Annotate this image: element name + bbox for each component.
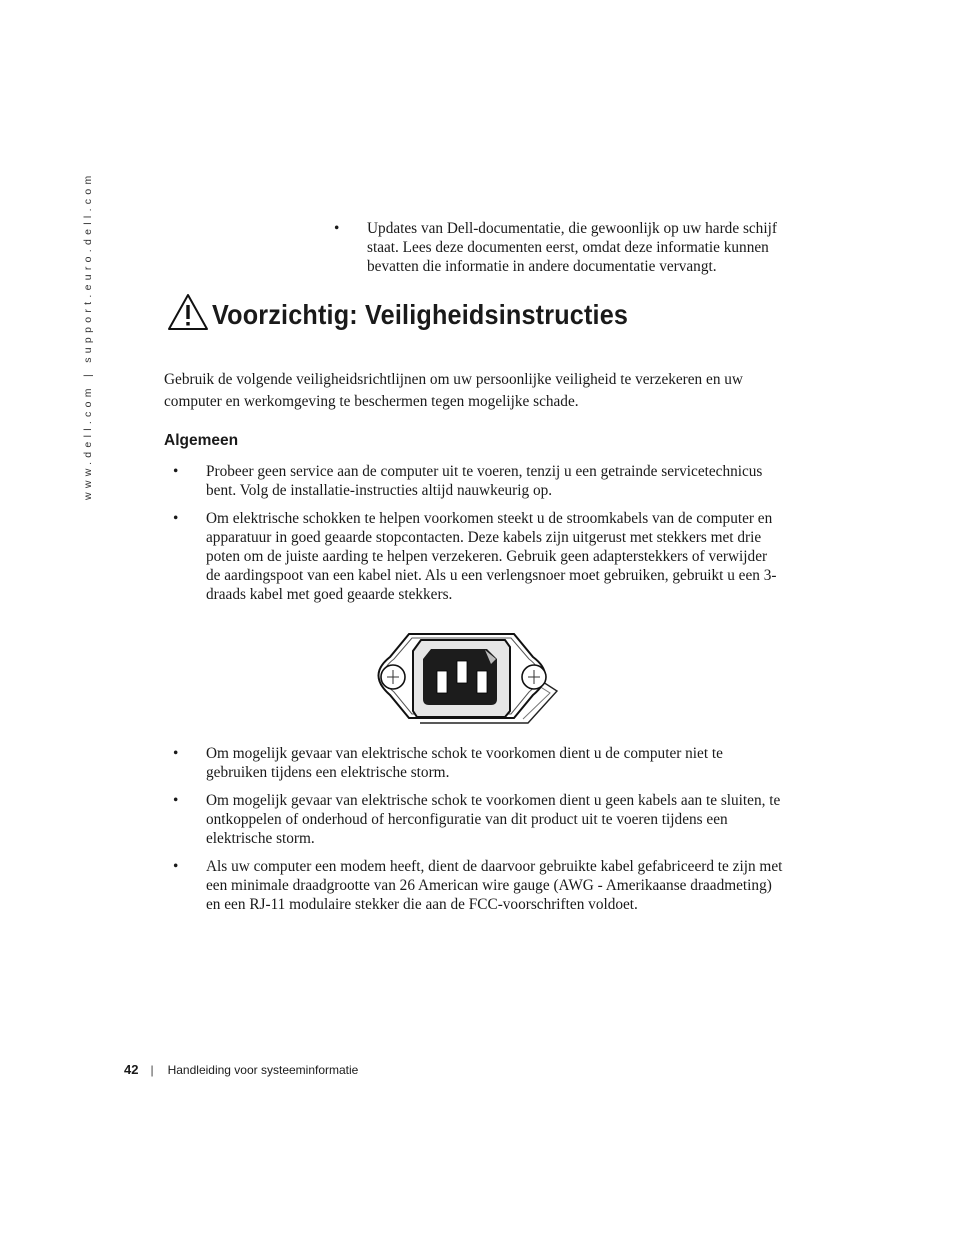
bullet-dot: • [173,792,179,809]
intro-paragraph: Gebruik de volgende veiligheidsrichtlijnen om uw persoonlijke veiligheid te verzekeren en uw computer en werkomgeving te beschermen tegen mogelijke schade. [164,371,743,410]
list-item [173,462,783,500]
top-bullet-list [334,219,804,285]
list-item [173,857,783,914]
bullet-dot: • [173,463,179,480]
subsection-heading: Algemeen [164,432,239,449]
footer-separator: | [150,1063,154,1077]
page-number: 42 [124,1062,139,1077]
sidebar-url: www.dell.com | support.euro.dell.com [82,171,94,500]
section-header [166,292,674,332]
bullet-dot: • [173,745,179,762]
page-footer [124,1062,358,1077]
list-item [173,791,783,848]
list-item-text: Probeer geen service aan de computer uit te voeren, tenzij u een getrainde servicetechnicus bent. Volg de installatie-instructies altijd nauwkeurig op. [206,463,763,499]
general-bullet-list [173,462,783,613]
bullet-dot: • [173,858,179,875]
list-item-text: Om mogelijk gevaar van elektrische schok te voorkomen dient u de computer niet te gebruiken tijdens een elektrische storm. [206,745,723,781]
general-bullet-list-continued [173,744,783,923]
list-item [173,744,783,782]
grounded-power-connector-icon [365,631,560,725]
list-item [334,219,804,276]
bullet-dot: • [334,220,340,237]
list-item-text: Als uw computer een modem heeft, dient de daarvoor gebruikte kabel gefabriceerd te zijn met een minimale draadgrootte van 26 American wire gauge (AWG - Amerikaanse draadmeting) en een RJ-11 modulaire stekker die aan de FCC-voorschriften voldoet. [206,858,783,913]
list-item-text: Updates van Dell-documentatie, die gewoonlijk op uw harde schijf staat. Lees deze documenten eerst, omdat deze informatie kunnen bevatten die informatie in andere documentatie vervangt. [367,220,777,275]
warning-triangle-icon [166,292,210,332]
list-item-text: Om elektrische schokken te helpen voorkomen steekt u de stroomkabels van de computer en apparatuur in goed geaarde stopcontacten. Deze kabels zijn uitgerust met stekkers met drie poten om de juiste aarding te helpen verzekeren. Gebruik geen adapterstekkers of verwijder de aardingspoot van een kabel niet. Als u een verlengsnoer moet gebruiken, gebruikt u een 3-draads kabel met goed geaarde stekkers. [206,510,777,603]
footer-doc-title: Handleiding voor systeeminformatie [167,1063,359,1077]
list-item [173,509,783,604]
list-item-text: Om mogelijk gevaar van elektrische schok te voorkomen dient u geen kabels aan te sluiten, te ontkoppelen of onderhoud of herconfiguratie van dit product uit te voeren tijdens een elektrische storm. [206,792,781,847]
section-title: Voorzichtig: Veiligheidsinstructies [212,299,629,330]
bullet-dot: • [173,510,179,527]
